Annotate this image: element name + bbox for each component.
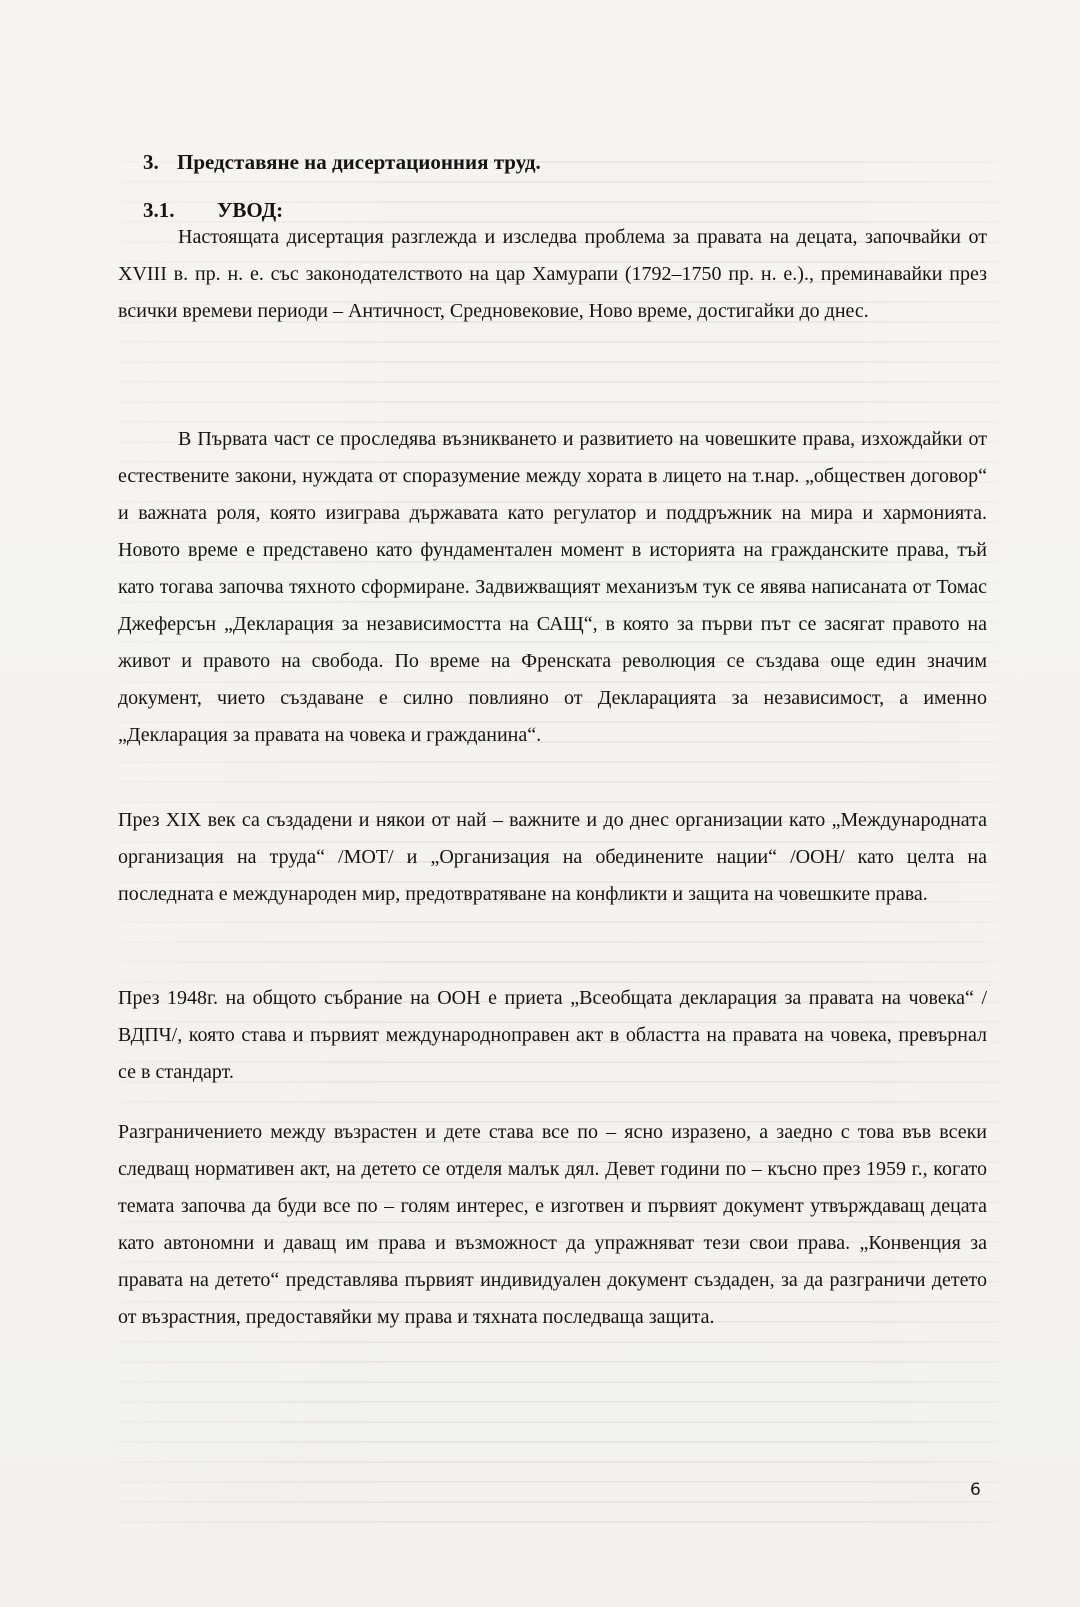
paragraph-19th-century: През XIX век са създадени и някои от най – важните и до днес организации като „Международната организация на труда“ /МОТ/ и „Организация на обединените нации“ /ООН/ като целта на последната е международен мир, предотвратяване на конфликти и защита на човешките права. <box>118 809 987 905</box>
paragraph-intro: Настоящата дисертация разглежда и изследва проблема за правата на децата, започвайки от XVIII в. пр. н. е. със законодателството на цар Хамурапи (1792–1750 пр. н. е.)., преминавайки през всички времеви периоди – Античност, Средновековие, Ново време, достигайки до днес. <box>118 226 987 322</box>
section-number: 3. <box>143 150 159 174</box>
subsection-number: 3.1. <box>143 198 175 222</box>
paragraph-1948-declaration: През 1948г. на общото събрание на ООН е приета „Всеобщата декларация за правата на човека“ /ВДПЧ/, която става и първият международноправен акт в областта на правата на човека, превърнал се в стандарт. <box>118 987 987 1083</box>
section-title: Представяне на дисертационния труд. <box>177 150 541 174</box>
paragraph-part-one: В Първата част се проследява възникването и развитието на човешките права, изхождайки от естествените закони, нуждата от споразумение между хората в лицето на т.нар. „обществен договор“ и важната роля, която изиграва държавата като регулатор и поддръжник на мира и хармонията. Новото време е представено като фундаментален момент в историята на гражданските права, тъй като тогава започва тяхното сформиране. Задвижващият механизъм тук се явява написаната от Томас Джеферсън „Декларация за независимостта на САЩ“, в която за първи път се засягат правото на живот и правото на свобода. По време на Френската революция се създава още един значим документ, чието създаване е силно повлияно от Декларацията за независимост, а именно „Декларация за правата на човека и гражданина“. <box>118 428 987 746</box>
page-number: 6 <box>970 1480 981 1500</box>
subsection-title: УВОД: <box>217 198 284 222</box>
paragraph-child-rights: Разграничението между възрастен и дете става все по – ясно изразено, а заедно с това във всеки следващ нормативен акт, на детето се отделя малък дял. Девет години по – късно през 1959 г., когато темата започва да буди все по – голям интерес, е изготвен и първият документ утвърждаващ децата като автономни и даващ им права и възможност да упражняват тези свои права. „Конвенция за правата на детето“ представлява първият индивидуален документ създаден, за да разграничи детето от възрастния, предоставяйки му права и тяхната последваща защита. <box>118 1121 987 1328</box>
section-heading <box>143 150 541 174</box>
